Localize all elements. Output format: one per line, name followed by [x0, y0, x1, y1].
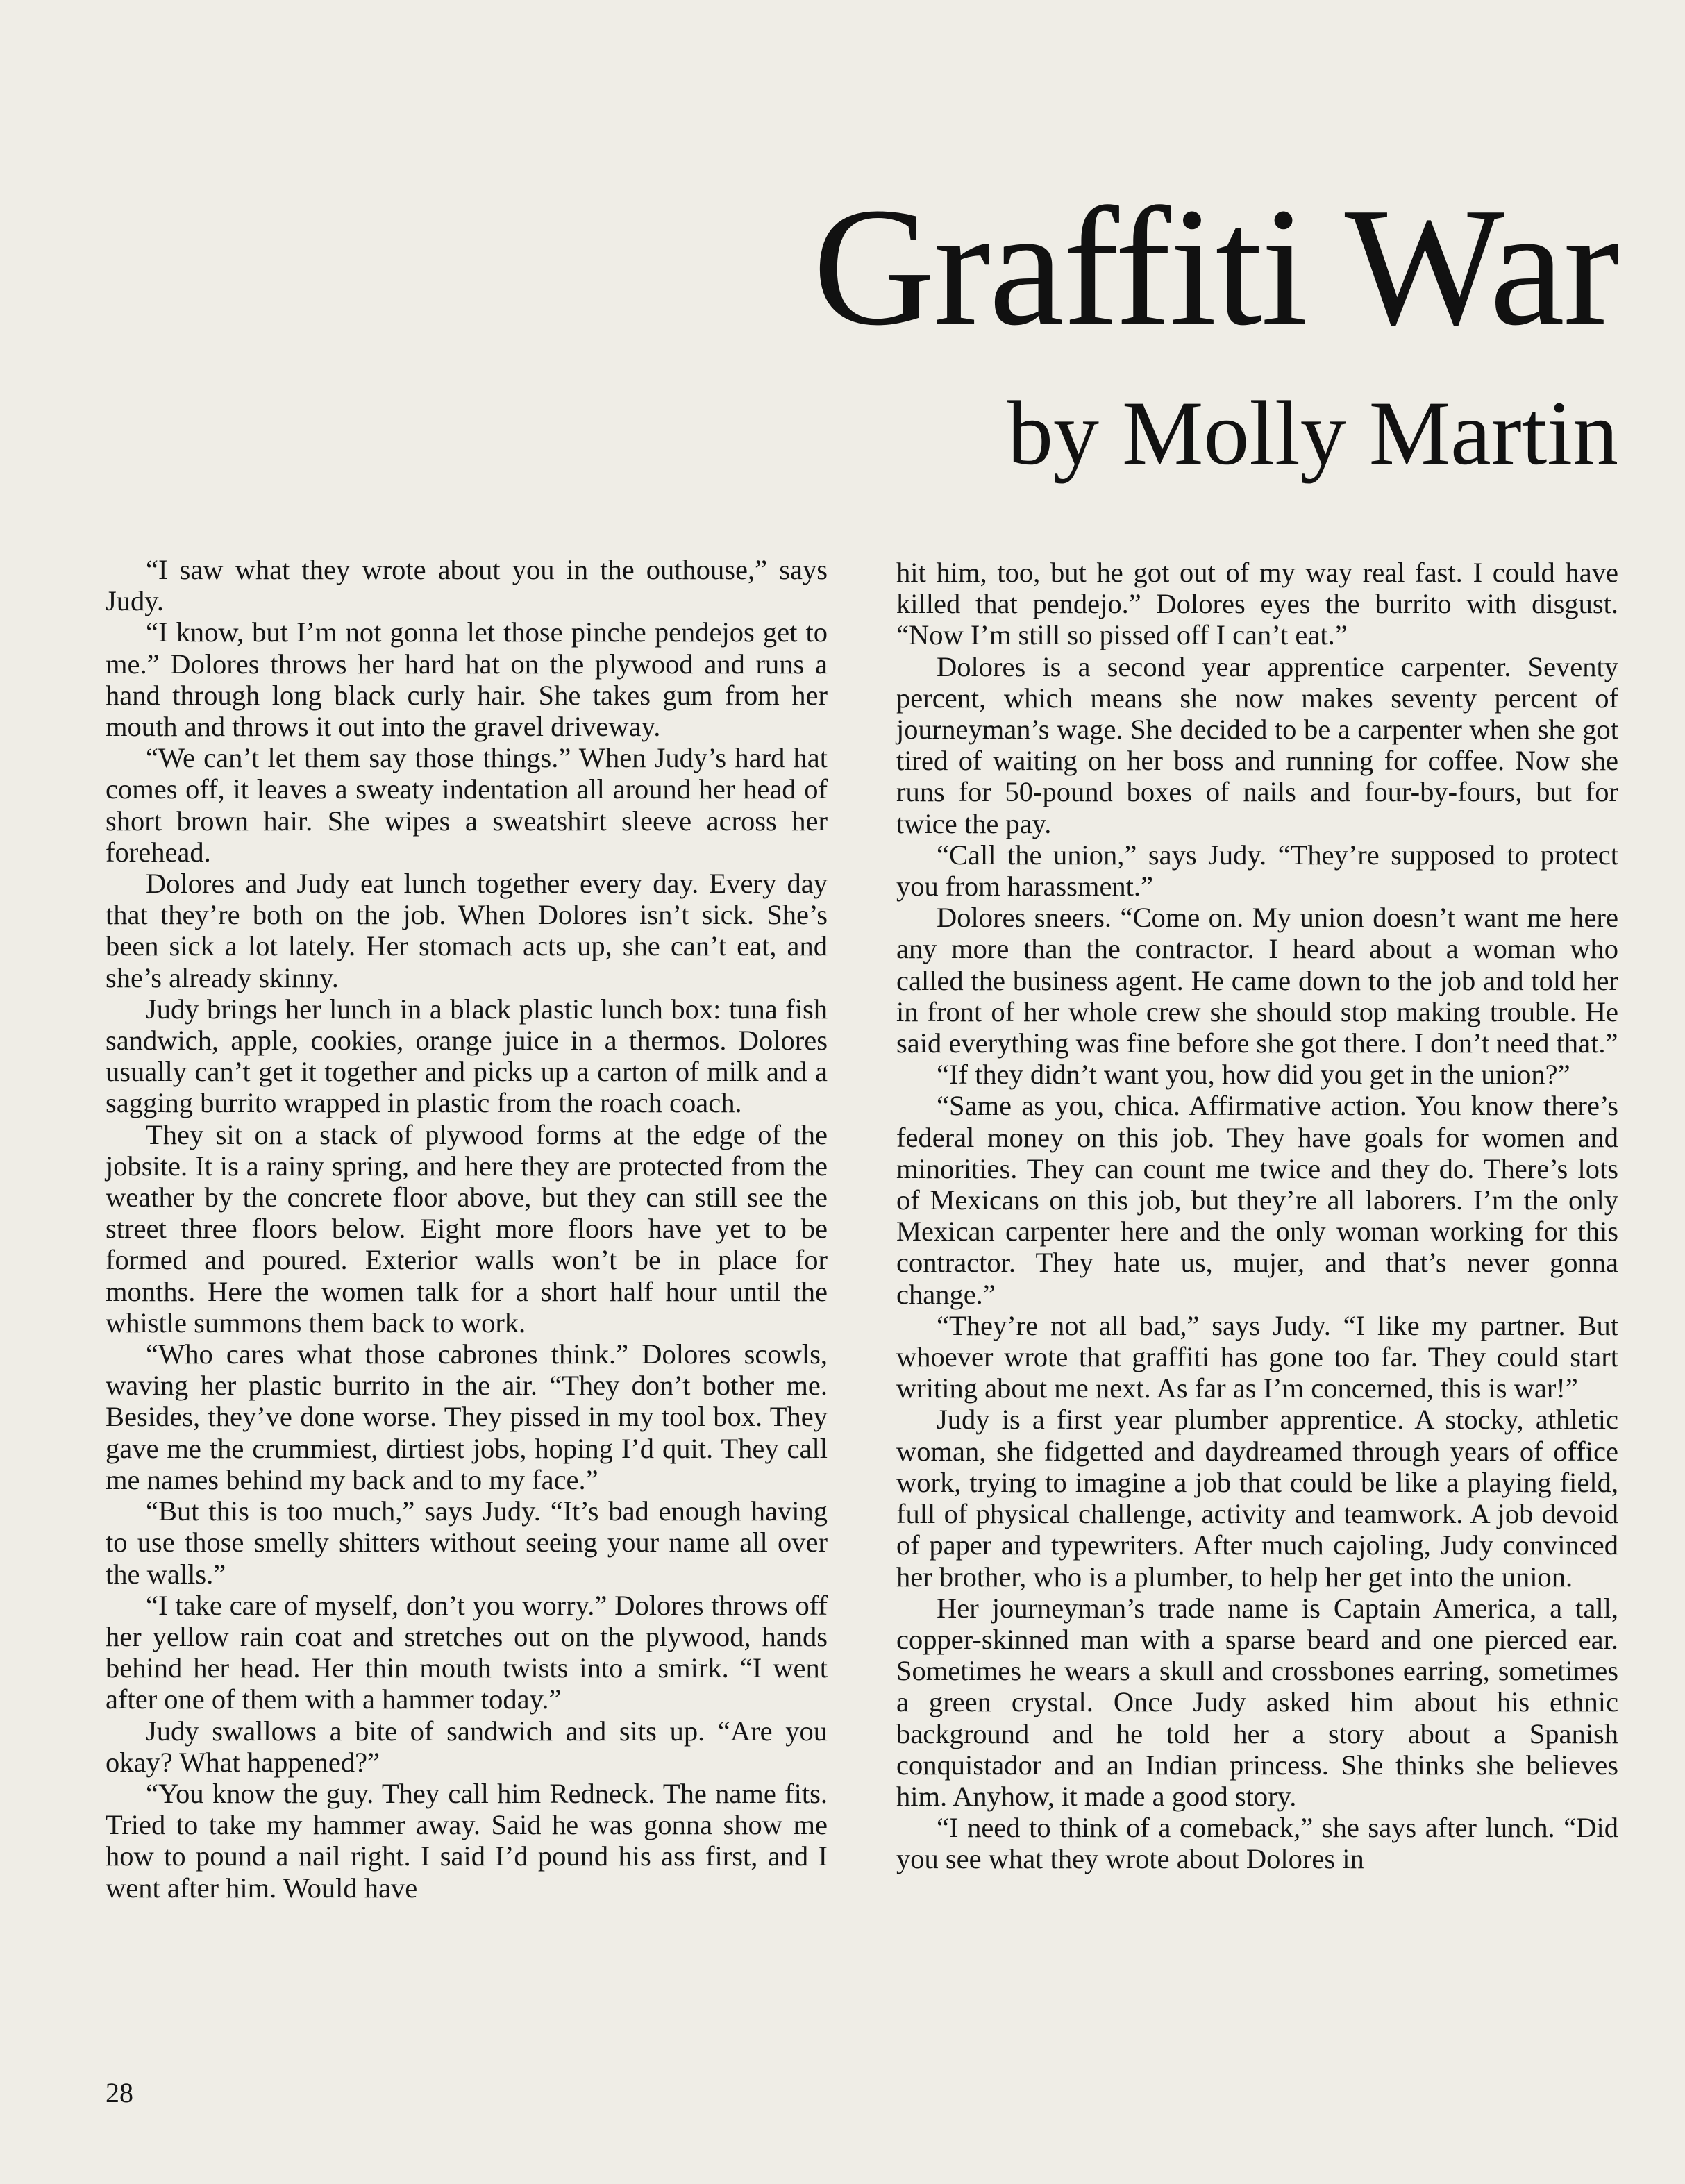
- paragraph: Dolores and Judy eat lunch together every day. Every day that they’re both on the job. When Dolores isn’t sick. She’s been sick a lot lately. Her stomach acts up, she can’t eat, and she’s already skinny.: [106, 868, 828, 993]
- paragraph: Dolores sneers. “Come on. My union doesn’t want me here any more than the contractor. I heard about a woman who called the business agent. He came down to the job and told her in front of her whole crew she should stop making trouble. He said everything was fine before she got there. I don’t need that.”: [896, 902, 1618, 1059]
- right-text-column: [896, 557, 1618, 1875]
- paragraph: “I saw what they wrote about you in the outhouse,” says Judy.: [106, 554, 828, 617]
- paragraph: “I know, but I’m not gonna let those pinche pendejos get to me.” Dolores throws her hard hat on the plywood and runs a hand through long black curly hair. She takes gum from her mouth and throws it out into the gravel driveway.: [106, 616, 828, 743]
- article-title: Graffiti War: [812, 173, 1618, 360]
- paragraph: “But this is too much,” says Judy. “It’s bad enough having to use those smelly shitters without seeing your name all over the walls.”: [106, 1495, 828, 1590]
- paragraph: “You know the guy. They call him Redneck. The name fits. Tried to take my hammer away. Said he was gonna show me how to pound a nail right. I said I’d pound his ass first, and I went after him. Would have: [106, 1777, 828, 1904]
- article-byline: by Molly Martin: [1007, 382, 1618, 484]
- paragraph: “We can’t let them say those things.” When Judy’s hard hat comes off, it leaves a sweaty indentation all around her head of short brown hair. She wipes a sweatshirt sleeve across her forehead.: [106, 742, 828, 868]
- paragraph: “Call the union,” says Judy. “They’re supposed to protect you from harassment.”: [896, 839, 1618, 902]
- paragraph: Judy is a first year plumber apprentice. A stocky, athletic woman, she fidgetted and daydreamed through years of office work, trying to imagine a job that could be like a playing field, full of physical challenge, activity and teamwork. A job devoid of paper and typewriters. After much cajoling, Judy convinced her brother, who is a plumber, to help her get into the union.: [896, 1404, 1618, 1593]
- continued-paragraph: hit him, too, but he got out of my way real fast. I could have killed that pendejo.” Dolores eyes the burrito with disgust. “Now I’m still so pissed off I can’t eat.”: [896, 557, 1618, 651]
- paragraph: “I take care of myself, don’t you worry.” Dolores throws off her yellow rain coat and stretches out on the plywood, hands behind her head. Her thin mouth twists into a smirk. “I went after one of them with a hammer today.”: [106, 1589, 828, 1715]
- paragraph: “Same as you, chica. Affirmative action. You know there’s federal money on this job. They have goals for women and minorities. They can count me twice and they do. There’s lots of Mexicans on this job, but they’re all laborers. I’m the only Mexican carpenter here and the only woman working for this contractor. They hate us, mujer, and that’s never gonna change.”: [896, 1090, 1618, 1310]
- paragraph: They sit on a stack of plywood forms at the edge of the jobsite. It is a rainy spring, and here they are protected from the weather by the concrete floor above, but they can still see the street three floors below. Eight more floors have yet to be formed and poured. Exterior walls won’t be in place for months. Here the women talk for a short half hour until the whistle summons them back to work.: [106, 1118, 828, 1338]
- paragraph: “If they didn’t want you, how did you get in the union?”: [937, 1059, 1570, 1091]
- paragraph: Dolores is a second year apprentice carpenter. Seventy percent, which means she now makes seventy percent of journeyman’s wage. She decided to be a carpenter when she got tired of waiting on her boss and running for coffee. Now she runs for 50-pound boxes of nails and four-by-fours, but for twice the pay.: [896, 650, 1618, 839]
- paragraph: “Who cares what those cabrones think.” Dolores scowls, waving her plastic burrito in the air. “They don’t bother me. Besides, they’ve done worse. They pissed in my tool box. They gave me the crummiest, dirtiest jobs, hoping I’d quit. They call me names behind my back and to my face.”: [106, 1338, 828, 1495]
- left-text-column: [106, 554, 828, 1904]
- page-number: 28: [106, 2077, 133, 2108]
- paragraph: Judy brings her lunch in a black plastic lunch box: tuna fish sandwich, apple, cookies, orange juice in a thermos. Dolores usually can’t get it together and picks up a carton of milk and a sagging burrito wrapped in plastic from the roach coach.: [106, 993, 828, 1119]
- paragraph: Her journeyman’s trade name is Captain America, a tall, copper-skinned man with a sparse beard and one pierced ear. Sometimes he wears a skull and crossbones earring, sometimes a green crystal. Once Judy asked him about his ethnic background and he told her a story about a Spanish conquistador and an Indian princess. She thinks she believes him. Anyhow, it made a good story.: [896, 1592, 1618, 1812]
- paragraph: “I need to think of a comeback,” she says after lunch. “Did you see what they wrote about Dolores in: [896, 1812, 1618, 1875]
- paragraph: “They’re not all bad,” says Judy. “I like my partner. But whoever wrote that graffiti has gone too far. They could start writing about me next. As far as I’m concerned, this is war!”: [896, 1309, 1618, 1404]
- paragraph: Judy swallows a bite of sandwich and sits up. “Are you okay? What happened?”: [106, 1715, 828, 1778]
